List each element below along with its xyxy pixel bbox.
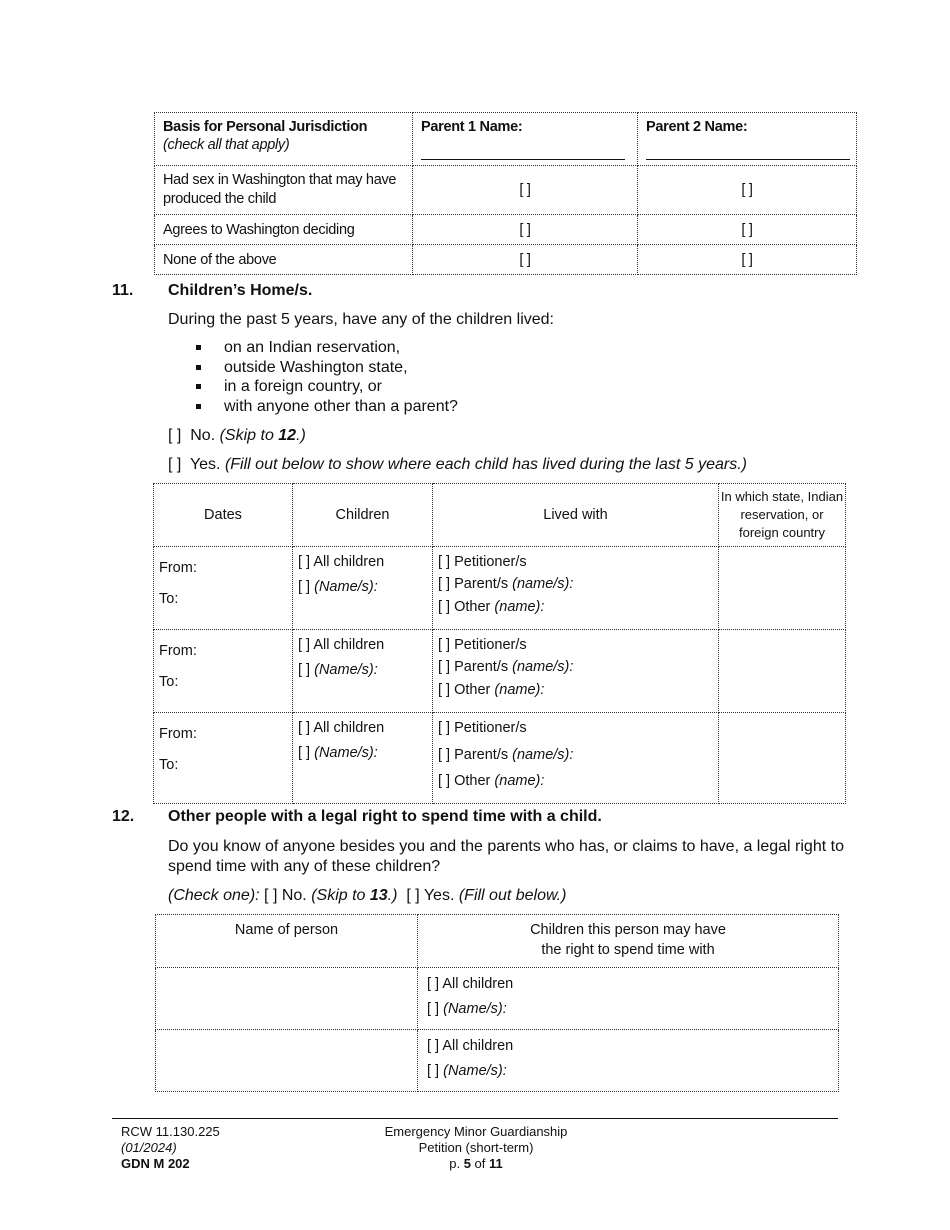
names-checkbox[interactable]: [ ] (Name/s):	[427, 1063, 507, 1079]
to-label: To:	[159, 591, 179, 607]
footer-title-line2: Petition (short-term)	[418, 1140, 534, 1155]
footer-rcw: RCW 11.130.225	[121, 1124, 220, 1139]
jurisdiction-table	[154, 112, 857, 275]
lived-with-cell	[433, 630, 719, 713]
yes-note: (Fill out below.)	[458, 887, 567, 904]
basis-header	[155, 113, 413, 166]
basis-title: Basis for Personal Jurisdiction	[163, 119, 368, 135]
children-homes-table	[153, 483, 846, 804]
section-11-question: During the past 5 years, have any of the children lived:	[168, 311, 554, 328]
yes-note: (Fill out below to show where each child has lived during the last 5 years.)	[224, 456, 747, 473]
other-checkbox[interactable]: [ ] Other (name):	[438, 682, 545, 698]
parent1-checkbox[interactable]: [ ]	[413, 215, 638, 245]
names-checkbox[interactable]: [ ] (Name/s):	[298, 579, 378, 595]
children-header: Children	[293, 484, 433, 547]
list-item: in a foreign country, or	[196, 377, 458, 397]
footer-left	[121, 1124, 220, 1172]
children-rights-header: Children this person may have the right to spend time with	[418, 915, 839, 968]
parent2-label: Parent 2 Name:	[646, 119, 748, 135]
table-row	[155, 215, 857, 245]
parent-checkbox[interactable]: [ ] Parent/s (name/s):	[438, 576, 574, 592]
no-checkbox[interactable]: [ ] No.	[264, 887, 307, 904]
person-name-cell[interactable]	[156, 968, 418, 1030]
table-row	[155, 245, 857, 275]
children-cell	[418, 1030, 839, 1092]
parent1-label: Parent 1 Name:	[421, 119, 523, 135]
other-checkbox[interactable]: [ ] Other (name):	[438, 599, 545, 615]
from-label: From:	[159, 726, 197, 742]
yes-option	[168, 455, 747, 475]
section-11-title: Children’s Home/s.	[168, 282, 313, 299]
parent1-header	[413, 113, 638, 166]
parent2-header	[638, 113, 857, 166]
table-row	[155, 166, 857, 215]
table-row	[156, 1030, 839, 1092]
name-of-person-header: Name of person	[156, 915, 418, 968]
juris-row-label: Had sex in Washington that may have produced the child	[155, 166, 413, 215]
section-12-title: Other people with a legal right to spend time with a child.	[168, 808, 602, 825]
person-name-cell[interactable]	[156, 1030, 418, 1092]
lived-with-cell	[433, 547, 719, 630]
location-header: In which state, Indian reservation, or foreign country	[719, 484, 846, 547]
other-checkbox[interactable]: [ ] Other (name):	[438, 773, 545, 789]
no-label: No.	[190, 427, 216, 444]
footer-date: (01/2024)	[121, 1140, 177, 1155]
all-children-checkbox[interactable]: [ ] All children	[298, 720, 385, 736]
lived-with-cell	[433, 713, 719, 804]
parent1-checkbox[interactable]: [ ]	[413, 245, 638, 275]
skip-note: (Skip to 13.)	[311, 887, 398, 904]
yes-checkbox[interactable]: [ ] Yes.	[406, 887, 455, 904]
dates-cell[interactable]	[154, 547, 293, 630]
parent-checkbox[interactable]: [ ] Parent/s (name/s):	[438, 659, 574, 675]
yes-checkbox[interactable]: [ ]	[168, 456, 182, 473]
table-row	[154, 547, 846, 630]
list-item: with anyone other than a parent?	[196, 397, 458, 417]
location-cell[interactable]	[719, 547, 846, 630]
petitioner-checkbox[interactable]: [ ] Petitioner/s	[438, 637, 527, 653]
juris-row-label: Agrees to Washington deciding	[155, 215, 413, 245]
residence-bullet-list	[196, 338, 458, 417]
all-children-checkbox[interactable]: [ ] All children	[298, 554, 385, 570]
location-cell[interactable]	[719, 630, 846, 713]
children-cell	[418, 968, 839, 1030]
no-checkbox[interactable]: [ ]	[168, 427, 182, 444]
other-people-table	[155, 914, 839, 1092]
parent1-checkbox[interactable]: [ ]	[413, 166, 638, 215]
children-cell	[293, 713, 433, 804]
footer-divider	[112, 1118, 838, 1119]
check-one-line	[168, 886, 566, 906]
from-label: From:	[159, 560, 197, 576]
location-cell[interactable]	[719, 713, 846, 804]
all-children-checkbox[interactable]: [ ] All children	[298, 637, 385, 653]
footer-center	[326, 1124, 626, 1172]
section-11-number: 11.	[112, 282, 134, 299]
parent1-name-field[interactable]	[421, 135, 625, 160]
to-label: To:	[159, 757, 179, 773]
children-cell	[293, 630, 433, 713]
children-cell	[293, 547, 433, 630]
list-item: on an Indian reservation,	[196, 338, 458, 358]
parent2-checkbox[interactable]: [ ]	[638, 245, 857, 275]
juris-row-label: None of the above	[155, 245, 413, 275]
table-row	[156, 968, 839, 1030]
all-children-checkbox[interactable]: [ ] All children	[427, 976, 514, 992]
parent2-checkbox[interactable]: [ ]	[638, 166, 857, 215]
parent-checkbox[interactable]: [ ] Parent/s (name/s):	[438, 747, 574, 763]
table-row	[154, 630, 846, 713]
lived-with-header: Lived with	[433, 484, 719, 547]
basis-note: (check all that apply)	[163, 137, 290, 153]
parent2-checkbox[interactable]: [ ]	[638, 215, 857, 245]
names-checkbox[interactable]: [ ] (Name/s):	[298, 745, 378, 761]
check-one-label: (Check one):	[168, 887, 260, 904]
dates-cell[interactable]	[154, 713, 293, 804]
from-label: From:	[159, 643, 197, 659]
no-option	[168, 426, 306, 446]
names-checkbox[interactable]: [ ] (Name/s):	[427, 1001, 507, 1017]
no-skip-note: (Skip to 12.)	[219, 427, 306, 444]
list-item: outside Washington state,	[196, 358, 458, 378]
petitioner-checkbox[interactable]: [ ] Petitioner/s	[438, 720, 527, 736]
dates-header: Dates	[154, 484, 293, 547]
all-children-checkbox[interactable]: [ ] All children	[427, 1038, 514, 1054]
footer-page-number: p. 5 of 11	[449, 1156, 503, 1171]
section-12-question: Do you know of anyone besides you and the parents who has, or claims to have, a legal right to spend time with any of these children?	[168, 838, 844, 875]
yes-label: Yes.	[189, 456, 221, 473]
footer-form-number: GDN M 202	[121, 1156, 190, 1171]
parent2-name-field[interactable]	[646, 135, 850, 160]
dates-cell[interactable]	[154, 630, 293, 713]
names-checkbox[interactable]: [ ] (Name/s):	[298, 662, 378, 678]
petitioner-checkbox[interactable]: [ ] Petitioner/s	[438, 554, 527, 570]
section-12-number: 12.	[112, 808, 135, 825]
footer-title-line1: Emergency Minor Guardianship	[384, 1124, 568, 1139]
table-row	[154, 713, 846, 804]
to-label: To:	[159, 674, 179, 690]
